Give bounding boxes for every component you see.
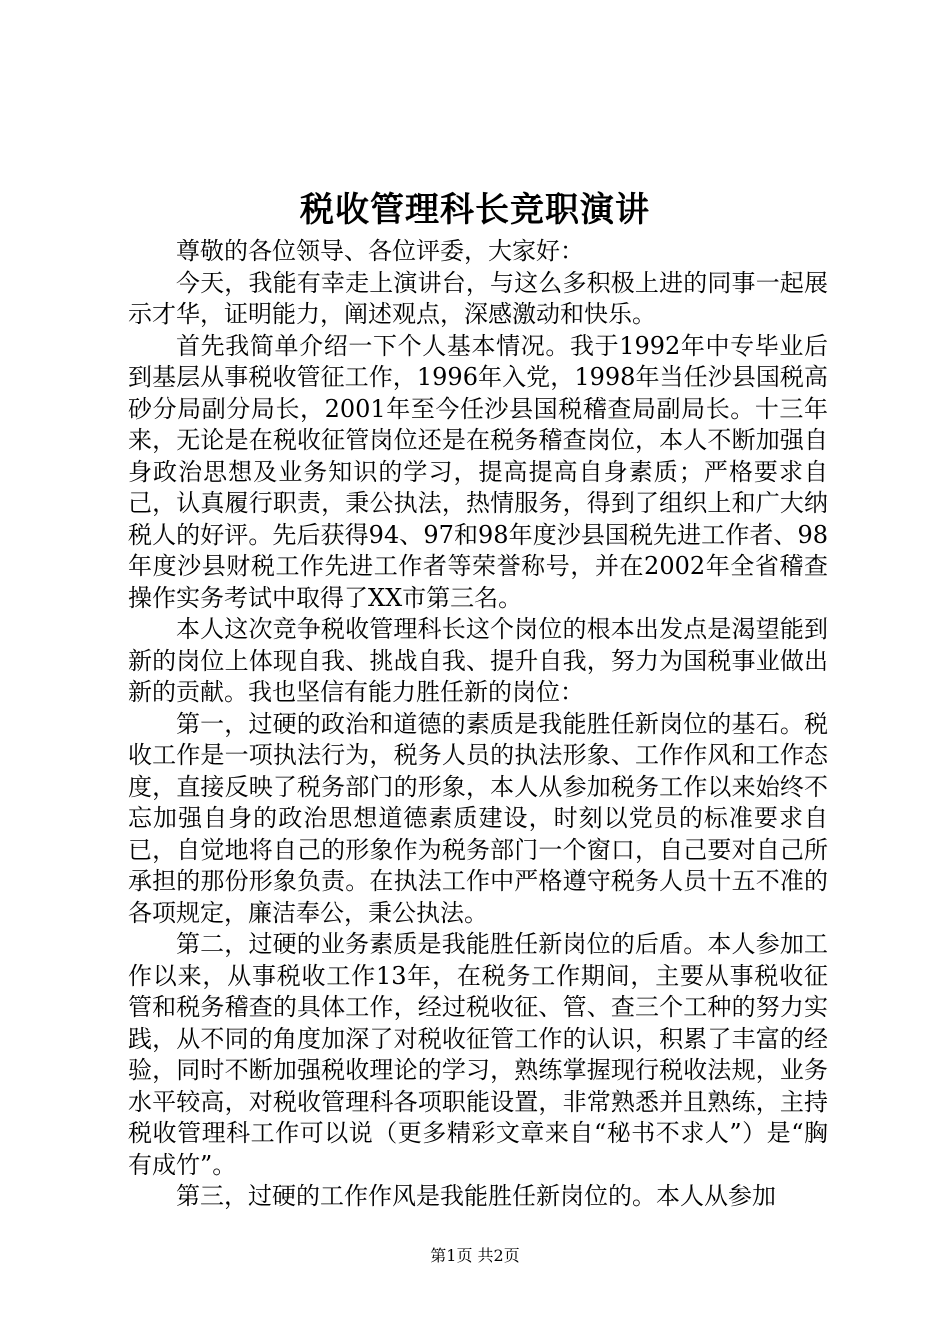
- paragraph-opening: 今天，我能有幸走上演讲台，与这么多积极上进的同事一起展示才华，证明能力，阐述观点，深感激动和快乐。: [128, 268, 828, 328]
- page-number-footer: 第1页 共2页: [430, 1246, 520, 1265]
- paragraph-point-two: 第二，过硬的业务素质是我能胜任新岗位的后盾。本人参加工作以来，从事税收工作13年，在税务工作期间，主要从事税收征管和税务稽查的具体工作，经过税收征、管、查三个工种的努力实践，从不同的角度加深了对税收征管工作的认识，积累了丰富的经验，同时不断加强税收理论的学习，熟练掌握现行税收法规，业务水平较高，对税收管理科各项职能设置，非常熟悉并且熟练，主持税收管理科工作可以说（更多精彩文章来自“秘书不求人”）是“胸有成竹”。: [128, 930, 828, 1179]
- paragraph-background: 首先我简单介绍一下个人基本情况。我于1992年中专毕业后到基层从事税收管征工作，1996年入党，1998年当任沙县国税高砂分局副分局长，2001年至今任沙县国税稽查局副局长。十三年来，无论是在税收征管岗位还是在税务稽查岗位，本人不断加强自身政治思想及业务知识的学习，提高提高自身素质；严格要求自己，认真履行职责，秉公执法，热情服务，得到了组织上和广大纳税人的好评。先后获得94、97和98年度沙县国税先进工作者、98年度沙县财税工作先进工作者等荣誉称号，并在2002年全省稽查操作实务考试中取得了XX市第三名。: [128, 331, 828, 612]
- document-body: [128, 236, 828, 1213]
- paragraph-greeting: 尊敬的各位领导、各位评委，大家好：: [176, 237, 584, 265]
- paragraph-motivation: 本人这次竞争税收管理科长这个岗位的根本出发点是渴望能到新的岗位上体现自我、挑战自我、提升自我，努力为国税事业做出新的贡献。我也坚信有能力胜任新的岗位：: [128, 615, 828, 706]
- paragraph-point-three: 第三，过硬的工作作风是我能胜任新岗位的。本人从参加: [176, 1182, 776, 1210]
- document-title: 税收管理科长竞职演讲: [300, 190, 650, 230]
- paragraph-point-one: 第一，过硬的政治和道德的素质是我能胜任新岗位的基石。税收工作是一项执法行为，税务人员的执法形象、工作作风和工作态度，直接反映了税务部门的形象，本人从参加税务工作以来始终不忘加强自身的政治思想道德素质建设，时刻以党员的标准要求自已，自觉地将自己的形象作为税务部门一个窗口，自己要对自己所承担的那份形象负责。在执法工作中严格遵守税务人员十五不准的各项规定，廉洁奉公，秉公执法。: [128, 709, 828, 927]
